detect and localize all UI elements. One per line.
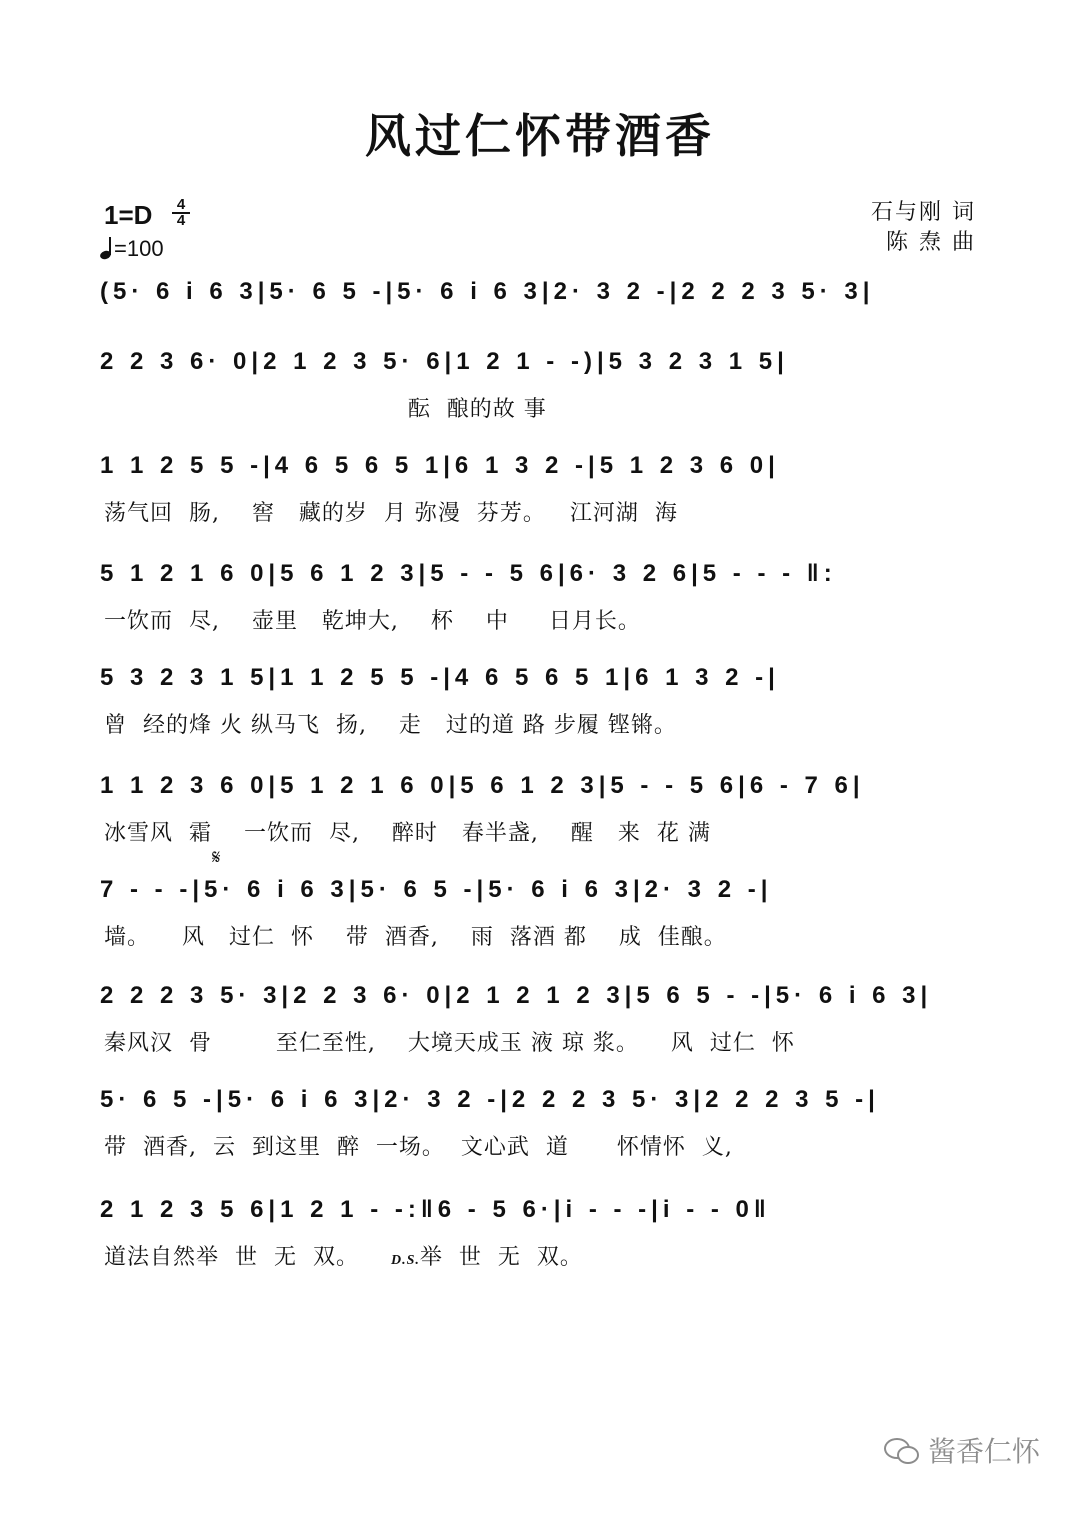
score-system-4 xyxy=(100,552,982,652)
lyrics-line: 秦风汉 骨 至仁至性, 大境天成玉 液 琼 浆。 风 过仁 怀 xyxy=(104,1031,795,1056)
lyrics-line: 带 酒香, 云 到这里 醉 一场。 文心武 道 怀情怀 义, xyxy=(104,1135,733,1160)
score-system-6 xyxy=(100,764,982,864)
notation-line: 5 1 2 1 6 0|5 6 1 2 3|5 - - 5 6|6· 3 2 6|5 - - - ‖: xyxy=(100,560,837,587)
quarter-note-icon xyxy=(100,237,114,259)
score-system-9 xyxy=(100,1078,982,1178)
composer-credit: 陈 焘 曲 xyxy=(886,230,976,255)
time-signature-denominator: 4 xyxy=(176,212,186,229)
lyrics-segment: 道法自然举 世 无 双。 xyxy=(104,1245,359,1270)
lyrics-line xyxy=(104,1240,982,1276)
score-system-2 xyxy=(100,340,982,440)
song-title: 风过仁怀带酒香 xyxy=(365,109,715,163)
watermark xyxy=(884,1430,1040,1470)
notation-line: 7 - - -|5· 6 i 6 3|5· 6 5 -|5· 6 i 6 3|2· 3 2 -| xyxy=(100,876,773,903)
lyrics-segment: 举 世 无 双。 xyxy=(419,1245,583,1270)
tempo-value: =100 xyxy=(114,236,164,261)
lyrics-line: 冰雪风 霜 一饮而 尽, 醉时 春半盏, 醒 来 花 满 xyxy=(104,821,711,846)
dal-segno-marking: D.S. xyxy=(390,1253,420,1268)
notation-line: 2 2 2 3 5· 3|2 2 3 6· 0|2 1 2 1 2 3|5 6 5 - -|5· 6 i 6 3| xyxy=(100,982,933,1009)
lyrics-line: 墙。 风 过仁 怀 带 酒香, 雨 落酒 都 成 佳酿。 xyxy=(104,925,727,950)
lyrics-line: 酝 酿的故 事 xyxy=(104,397,547,422)
score-system-3 xyxy=(100,444,982,544)
wechat-icon xyxy=(884,1436,918,1464)
score-system-7 xyxy=(100,868,982,968)
notation-line: (5· 6 i 6 3|5· 6 5 -|5· 6 i 6 3|2· 3 2 -|2 2 2 3 5· 3| xyxy=(100,278,875,305)
notation-line: 1 1 2 5 5 -|4 6 5 6 5 1|6 1 3 2 -|5 1 2 3 6 0| xyxy=(100,452,780,479)
lyrics-line: 曾 经的烽 火 纵马飞 扬, 走 过的道 路 步履 铿锵。 xyxy=(104,713,677,738)
notation-line: 2 2 3 6· 0|2 1 2 3 5· 6|1 2 1 - -)|5 3 2 3 1 5| xyxy=(100,348,789,375)
key-signature: 1=D xyxy=(104,200,153,230)
notation-line: 1 1 2 3 6 0|5 1 2 1 6 0|5 6 1 2 3|5 - - 5 6|6 - 7 6| xyxy=(100,772,865,799)
time-signature-numerator: 4 xyxy=(172,198,190,214)
notation-line: 5· 6 5 -|5· 6 i 6 3|2· 3 2 -|2 2 2 3 5· 3|2 2 2 3 5 -| xyxy=(100,1086,880,1113)
segno-sign: 𝄋 xyxy=(212,845,221,869)
lyricist-credit: 石与刚 词 xyxy=(871,200,976,225)
tempo-marking xyxy=(100,236,164,262)
time-signature xyxy=(172,198,190,228)
score-system-10 xyxy=(100,1188,982,1288)
lyrics-line: 荡气回 肠, 窖 藏的岁 月 弥漫 芬芳。 江河湖 海 xyxy=(104,501,678,526)
credits xyxy=(871,198,976,258)
lyrics-line: 一饮而 尽, 壶里 乾坤大, 杯 中 日月长。 xyxy=(104,609,641,634)
notation-line: 5 3 2 3 1 5|1 1 2 5 5 -|4 6 5 6 5 1|6 1 3 2 -| xyxy=(100,664,780,691)
score-system-5 xyxy=(100,656,982,756)
score-system-8 xyxy=(100,974,982,1074)
notation-line: 2 1 2 3 5 6|1 2 1 - -:‖6 - 5 6·|i - - -|i - - 0‖ xyxy=(100,1196,771,1223)
watermark-text: 酱香仁怀 xyxy=(927,1435,1040,1468)
